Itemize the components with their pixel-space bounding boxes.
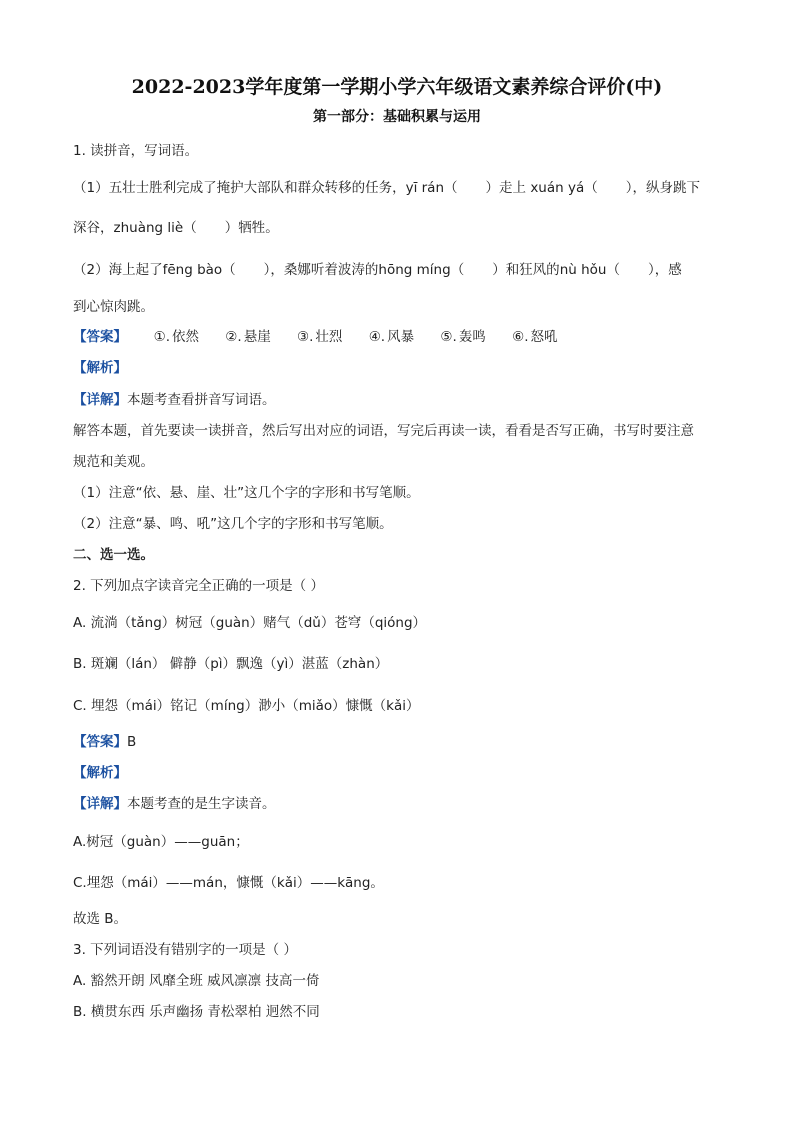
q1-explain-line1: 解答本题，首先要读一读拼音，然后写出对应的词语，写完后再读一读，看看是否写正确，书写时要注意 <box>73 423 694 439</box>
answer-item: ③. 壮烈 <box>297 329 343 345</box>
q1-detail: 【详解】本题考查看拼音写词语。 <box>73 392 276 408</box>
answer-item: ①. 依然 <box>153 329 199 345</box>
detail-tag: 【详解】 <box>73 796 127 812</box>
q1-answer-row <box>73 327 580 347</box>
q1-part1-line2: 深谷，zhuàng liè（ ）牺牲。 <box>73 220 279 236</box>
q3-option-a: A. 豁然开朗 风靡全班 威风凛凛 技高一倚 <box>73 973 320 989</box>
q2-option-c: C. 埋怨（mái）铭记（míng）渺小（miǎo）慷慨（kǎi） <box>73 698 420 714</box>
analysis-tag: 【解析】 <box>73 765 127 781</box>
answer-item: ④. 风暴 <box>368 329 415 345</box>
answer-tag: 【答案】 <box>73 734 127 750</box>
q2-fix-c: C.埋怨（mái）——mán，慷慨（kǎi）——kāng。 <box>73 875 384 891</box>
q2-detail: 【详解】本题考查的是生字读音。 <box>73 796 276 812</box>
pinyin-zhuanglie: zhuàng liè <box>113 220 184 236</box>
q1-part2-line2: 到心惊肉跳。 <box>73 299 154 315</box>
document-title: 2022-2023学年度第一学期小学六年级语文素养综合评价(中) <box>131 76 663 98</box>
detail-tag: 【详解】 <box>73 392 127 408</box>
part-heading: 第一部分：基础积累与运用 <box>313 109 481 125</box>
q1-part2-line1: （2）海上起了fēng bào（ ），桑娜听着波涛的hōng míng（ ）和狂风的nù hǒu（ ），感 <box>73 262 682 278</box>
q3-option-b: B. 横贯东西 乐声幽扬 青松翠柏 迥然不同 <box>73 1004 320 1020</box>
q2-choose: 故选 B。 <box>73 911 128 927</box>
q2-fix-a: A.树冠（guàn）——guān； <box>73 834 249 850</box>
answer-item: ②. 悬崖 <box>225 329 271 345</box>
q1-part1-line1: （1）五壮士胜利完成了掩护大部队和群众转移的任务，yī rán（ ）走上 xuán yá（ ），纵身跳下 <box>73 180 700 196</box>
q1-explain-line2: 规范和美观。 <box>73 454 154 470</box>
answer-item: ⑤. 轰鸣 <box>440 329 486 345</box>
answer-value: B <box>127 734 137 750</box>
q1-stem: 1. 读拼音，写词语。 <box>73 143 199 159</box>
answer-tag: 【答案】 <box>73 329 127 345</box>
q1-note2: （2）注意“暴、鸣、吼”这几个字的字形和书写笔顺。 <box>73 516 393 532</box>
pinyin-yiran: yī rán <box>405 180 445 196</box>
q2-stem: 2. 下列加点字读音完全正确的一项是（ ） <box>73 578 324 594</box>
analysis-tag: 【解析】 <box>73 360 127 376</box>
pinyin-nuhou: nù hǒu <box>559 262 607 278</box>
q2-answer-row <box>73 732 136 752</box>
q3-stem: 3. 下列词语没有错别字的一项是（ ） <box>73 942 297 958</box>
pinyin-xuanya: xuán yá <box>530 180 585 196</box>
pinyin-hongming: hōng míng <box>378 262 451 278</box>
answer-item: ⑥. 怒吼 <box>512 329 558 345</box>
pinyin-fengbao: fēng bào <box>162 262 223 278</box>
q1-note1: （1）注意“依、悬、崖、壮”这几个字的字形和书写笔顺。 <box>73 485 420 501</box>
section-heading: 二、选一选。 <box>73 547 154 563</box>
q2-option-b: B. 斑斓（lán） 僻静（pì）飘逸（yì）湛蓝（zhàn） <box>73 656 389 672</box>
q2-option-a: A. 流淌（tǎng）树冠（guàn）赌气（dǔ）苍穹（qióng） <box>73 615 427 631</box>
